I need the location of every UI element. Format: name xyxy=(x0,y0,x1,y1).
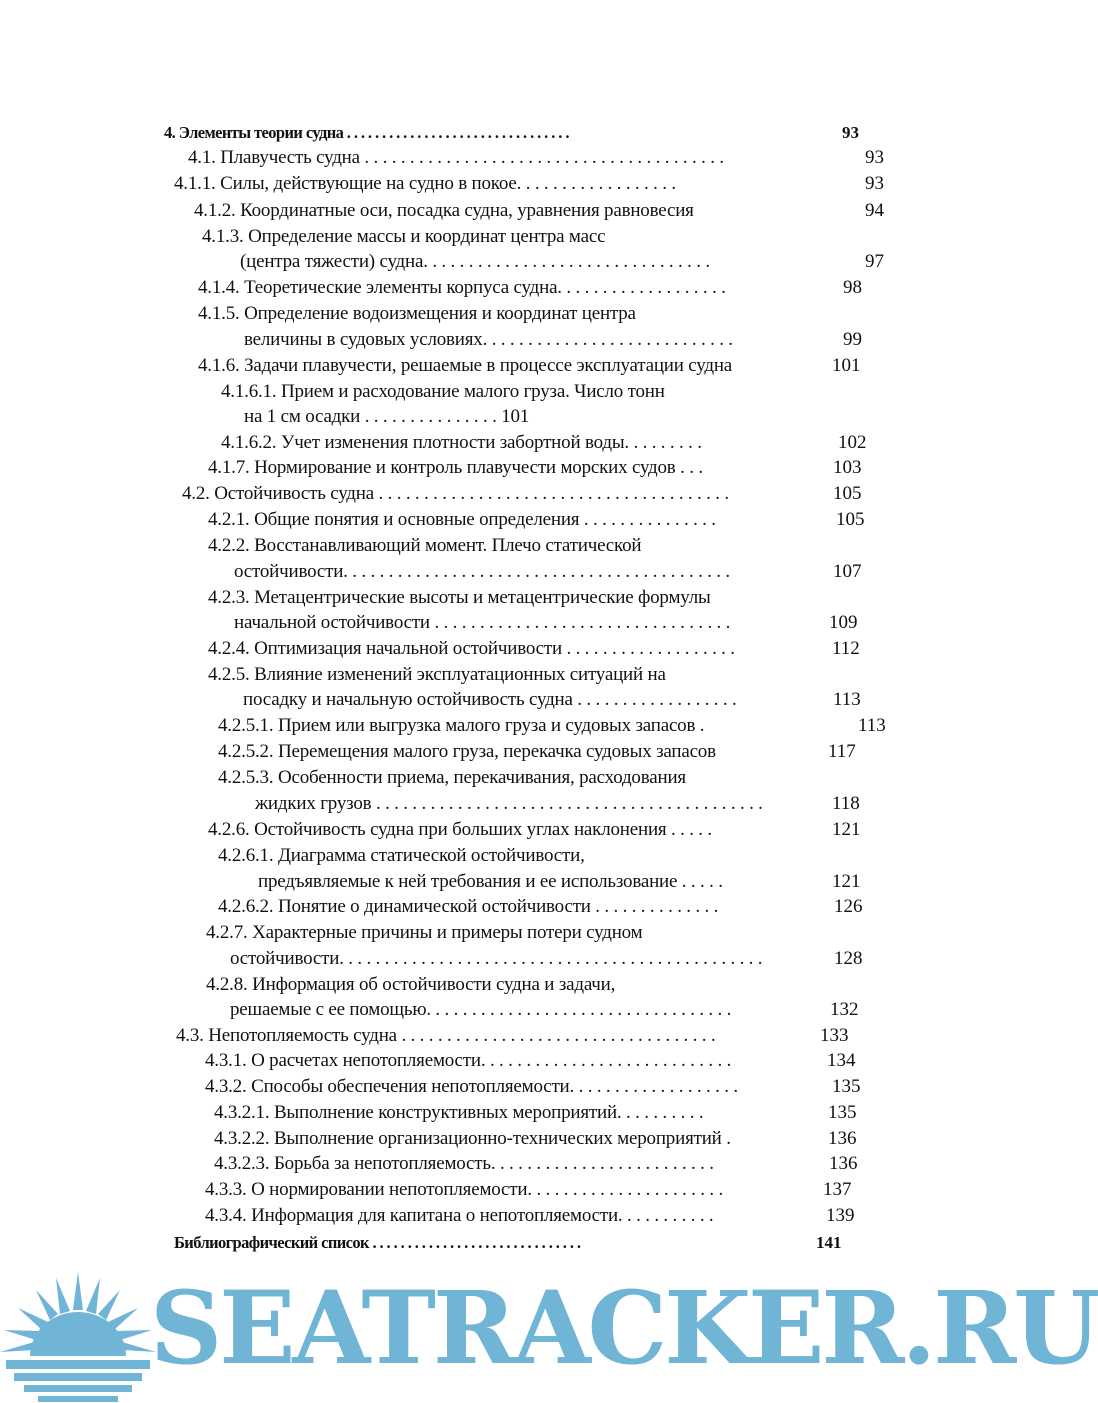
sun-icon xyxy=(0,1270,160,1403)
toc-page: 139 xyxy=(826,1205,855,1226)
toc-entry-title: 4.3.3. О нормировании непотопляемости. . . . . . . . . . . . . . . . . . . . . . xyxy=(205,1179,723,1200)
toc-page: 105 xyxy=(833,483,862,504)
toc-entry-title: 4.2.5.3. Особенности приема, перекачивания, расходования xyxy=(218,767,686,788)
toc-page: 98 xyxy=(843,277,862,298)
toc-page: 93 xyxy=(865,173,884,194)
toc-entry-title: остойчивости. . . . . . . . . . . . . . . . . . . . . . . . . . . . . . . . . . . . . . . . . . . xyxy=(234,561,730,582)
toc-page: 101 xyxy=(832,355,861,376)
toc-entry-title: на 1 см осадки . . . . . . . . . . . . . . . 101 xyxy=(244,406,530,427)
toc-entry-title: 4.3. Непотопляемость судна . . . . . . . . . . . . . . . . . . . . . . . . . . . . . . . . . . . xyxy=(176,1025,716,1046)
toc-entry-title: 4.1.6.1. Прием и расходование малого груза. Число тонн xyxy=(221,381,665,402)
toc-entry-title: 4.2. Остойчивость судна . . . . . . . . . . . . . . . . . . . . . . . . . . . . . . . . . . . . . . . xyxy=(182,483,729,504)
toc-entry-title: решаемые с ее помощью. . . . . . . . . . . . . . . . . . . . . . . . . . . . . . . . . . xyxy=(230,999,732,1020)
toc-entry-title: 4.1.6.2. Учет изменения плотности забортной воды. . . . . . . . . xyxy=(221,432,702,453)
toc-entry-title: 4.1.2. Координатные оси, посадка судна, уравнения равновесия xyxy=(194,200,694,221)
toc-entry-title: посадку и начальную остойчивость судна . . . . . . . . . . . . . . . . . . xyxy=(243,689,737,710)
toc-entry-title: 4.1.6. Задачи плавучести, решаемые в процессе эксплуатации судна xyxy=(198,355,733,376)
watermark xyxy=(0,1269,1098,1403)
toc-entry-title: 4.1. Плавучесть судна . . . . . . . . . . . . . . . . . . . . . . . . . . . . . . . . . . . . . . . . xyxy=(188,147,724,168)
toc-entry-title: 4.3.4. Информация для капитана о непотопляемости. . . . . . . . . . . xyxy=(205,1205,714,1226)
toc-entry-title: жидких грузов . . . . . . . . . . . . . . . . . . . . . . . . . . . . . . . . . . . . . . . . . . . xyxy=(255,793,763,814)
toc-entry-title: предъявляемые к ней требования и ее использование . . . . . xyxy=(258,871,723,892)
toc-page: 135 xyxy=(832,1076,861,1097)
toc-entry-title: 4.3.2.3. Борьба за непотопляемость. . . . . . . . . . . . . . . . . . . . . . . . . xyxy=(214,1153,714,1174)
toc-page: 136 xyxy=(828,1128,857,1149)
toc-entry-title: 4.2.8. Информация об остойчивости судна и задачи, xyxy=(206,974,616,995)
toc-page: 94 xyxy=(865,200,884,221)
toc-entry-title: остойчивости. . . . . . . . . . . . . . . . . . . . . . . . . . . . . . . . . . . . . . . . . . . . . . . xyxy=(230,948,763,969)
toc-page: 128 xyxy=(834,948,863,969)
toc-entry-title: 4.1.3. Определение массы и координат центра масс xyxy=(202,226,606,247)
toc-page: 136 xyxy=(829,1153,858,1174)
toc-page: 93 xyxy=(865,147,884,168)
toc-entry-title: 4.2.5.1. Прием или выгрузка малого груза и судовых запасов . xyxy=(218,715,705,736)
toc-entry-title: 4.3.2. Способы обеспечения непотопляемости. . . . . . . . . . . . . . . . . . . xyxy=(205,1076,738,1097)
toc-entry-title: 4.3.1. О расчетах непотопляемости. . . . . . . . . . . . . . . . . . . . . . . . . . . . xyxy=(205,1050,732,1071)
toc-page: 117 xyxy=(828,741,856,762)
toc-entry-title: (центра тяжести) судна. . . . . . . . . . . . . . . . . . . . . . . . . . . . . . . . xyxy=(240,251,710,272)
toc-page: 112 xyxy=(832,638,860,659)
toc-entry-title: 4.2.6. Остойчивость судна при больших углах наклонения . . . . . xyxy=(208,819,712,840)
toc-page: 105 xyxy=(836,509,865,530)
toc-entry-title: 4.2.6.2. Понятие о динамической остойчивости . . . . . . . . . . . . . . xyxy=(218,896,719,917)
toc-page: 137 xyxy=(823,1179,852,1200)
toc-entry-title: 4.1.5. Определение водоизмещения и координат центра xyxy=(198,303,636,324)
toc-entry-title: 4.3.2.1. Выполнение конструктивных мероприятий. . . . . . . . . . xyxy=(214,1102,704,1123)
toc-entry-title: 4.1.7. Нормирование и контроль плавучести морских судов . . . xyxy=(208,457,703,478)
toc-entry-title: 4.2.7. Характерные причины и примеры потери судном xyxy=(206,922,643,943)
toc-page: 102 xyxy=(838,432,867,453)
toc-entry-title: 4.1.4. Теоретические элементы корпуса судна. . . . . . . . . . . . . . . . . . . xyxy=(198,277,726,298)
toc-page: 135 xyxy=(828,1102,857,1123)
toc-page: 103 xyxy=(833,457,862,478)
toc-entry-title: начальной остойчивости . . . . . . . . . . . . . . . . . . . . . . . . . . . . . . . . . xyxy=(234,612,731,633)
toc-page: 107 xyxy=(833,561,862,582)
toc-entry-title: 4.2.3. Метацентрические высоты и метацентрические формулы xyxy=(208,587,711,608)
toc-entry-title: 4.2.5. Влияние изменений эксплуатационных ситуаций на xyxy=(208,664,666,685)
toc-page: 113 xyxy=(833,689,861,710)
toc-entry-title: 4.2.6.1. Диаграмма статической остойчивости, xyxy=(218,845,585,866)
toc-entry-title: 4.1.1. Силы, действующие на судно в покое. . . . . . . . . . . . . . . . . . xyxy=(174,173,676,194)
toc-entry-title: 4.2.5.2. Перемещения малого груза, перекачка судовых запасов xyxy=(218,741,716,762)
toc-page: 97 xyxy=(865,251,884,272)
toc-page: 99 xyxy=(843,329,862,350)
toc-page: 133 xyxy=(820,1025,849,1046)
toc-page: 121 xyxy=(832,871,861,892)
brand-text: SEATRACKER.RU xyxy=(150,1269,1098,1387)
toc-page: 93 xyxy=(842,123,859,142)
toc-entry-title: 4.2.4. Оптимизация начальной остойчивости . . . . . . . . . . . . . . . . . . . xyxy=(208,638,735,659)
toc-entry-title: 4.3.2.2. Выполнение организационно-технических мероприятий . xyxy=(214,1128,731,1149)
toc-page: 134 xyxy=(827,1050,856,1071)
toc-entry-title: Библиографический список . . . . . . . . . . . . . . . . . . . . . . . . . . . . . . xyxy=(174,1233,581,1252)
toc-entry-title: величины в судовых условиях. . . . . . . . . . . . . . . . . . . . . . . . . . . . xyxy=(244,329,733,350)
toc-page: 118 xyxy=(832,793,860,814)
toc-page: 132 xyxy=(830,999,859,1020)
toc-page: 126 xyxy=(834,896,863,917)
toc-page: 141 xyxy=(816,1233,842,1252)
toc-page: 109 xyxy=(829,612,858,633)
toc-entry-title: 4. Элементы теории судна . . . . . . . . . . . . . . . . . . . . . . . . . . . . . . . . xyxy=(164,123,569,142)
toc-entry-title: 4.2.1. Общие понятия и основные определения . . . . . . . . . . . . . . . xyxy=(208,509,716,530)
toc-page: 113 xyxy=(858,715,886,736)
toc-page: 121 xyxy=(832,819,861,840)
toc-entry-title: 4.2.2. Восстанавливающий момент. Плечо статической xyxy=(208,535,642,556)
